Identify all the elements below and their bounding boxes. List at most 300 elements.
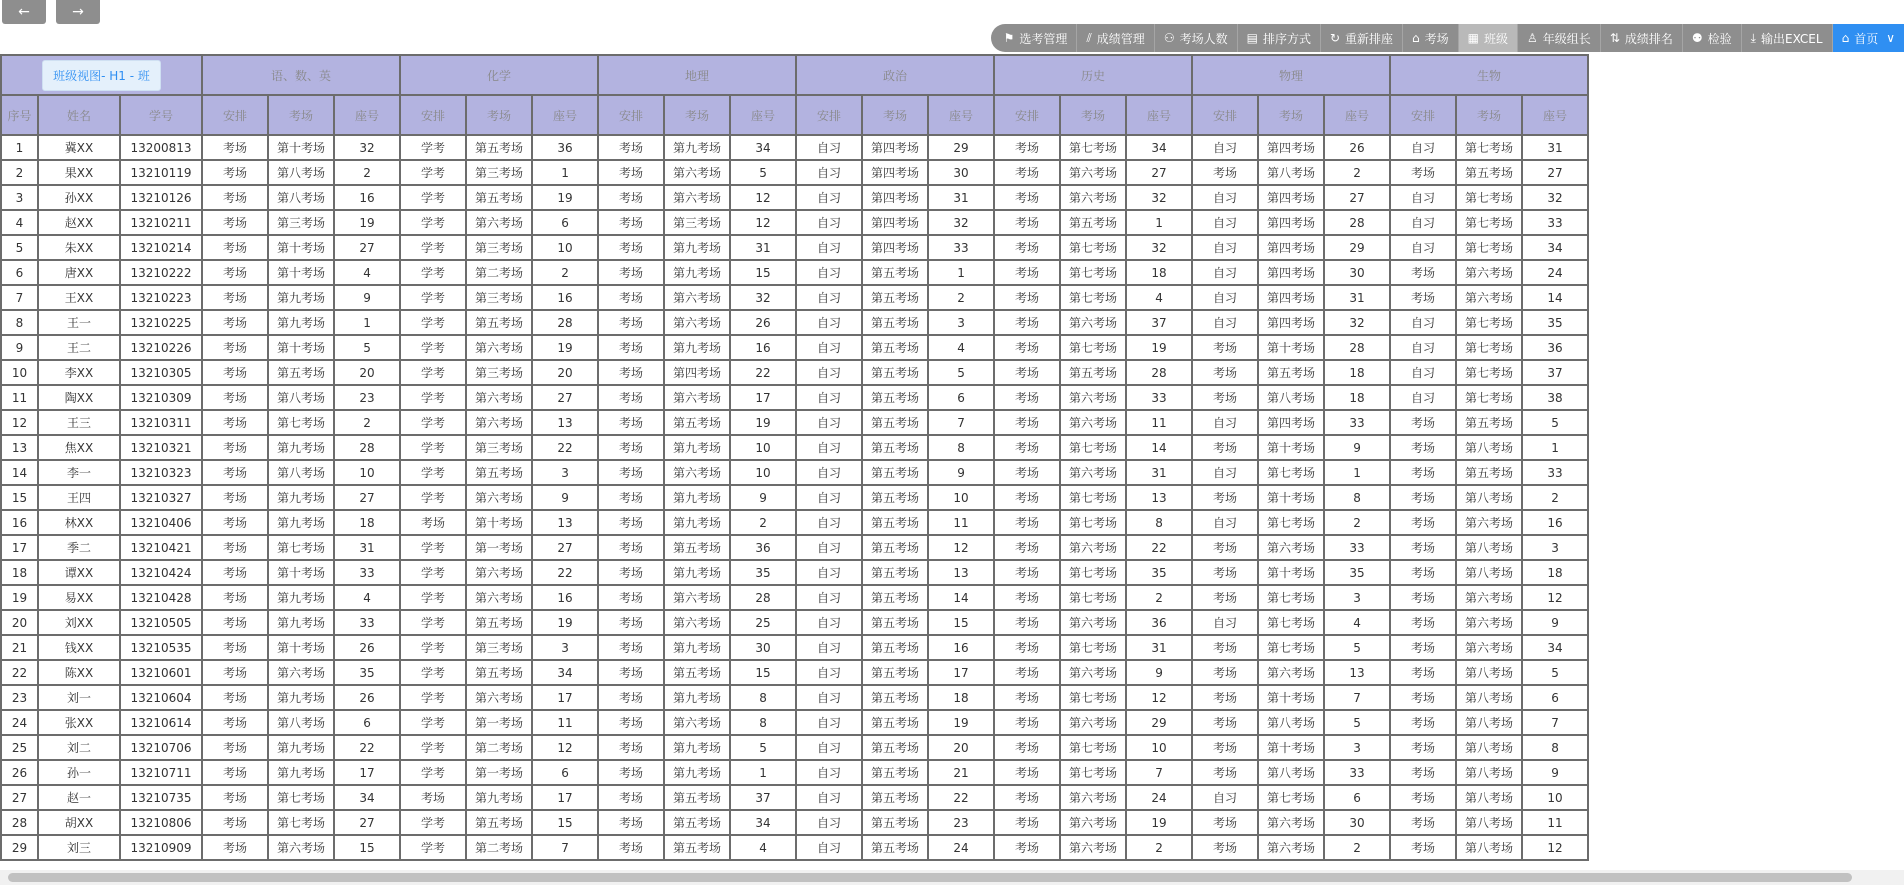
arrange-cell: 学考 <box>400 560 466 585</box>
table-row[interactable] <box>1 460 1588 485</box>
table-row[interactable] <box>1 510 1588 535</box>
grade-leader-button[interactable] <box>1518 24 1601 52</box>
student-id-cell: 13210535 <box>120 635 202 660</box>
table-row[interactable] <box>1 410 1588 435</box>
room-cell: 第九考场 <box>268 760 334 785</box>
toolbar <box>991 24 1904 52</box>
arrange-cell: 自习 <box>796 435 862 460</box>
arrange-cell: 考场 <box>202 435 268 460</box>
col-header-arrange: 安排 <box>796 95 862 135</box>
student-id-cell: 13210222 <box>120 260 202 285</box>
arrange-cell: 自习 <box>796 685 862 710</box>
arrange-cell: 考场 <box>994 485 1060 510</box>
arrange-cell: 考场 <box>994 260 1060 285</box>
seat-cell: 30 <box>730 635 796 660</box>
arrange-cell: 考场 <box>202 635 268 660</box>
seat-cell: 6 <box>532 210 598 235</box>
seat-cell: 1 <box>334 310 400 335</box>
student-id-cell: 13210311 <box>120 410 202 435</box>
room-cell: 第四考场 <box>664 360 730 385</box>
arrange-cell: 考场 <box>994 560 1060 585</box>
arrange-cell: 考场 <box>598 285 664 310</box>
class-view-tag[interactable]: 班级视图- H1 - 班 <box>42 60 161 91</box>
col-header-arrange: 安排 <box>202 95 268 135</box>
arrange-cell: 考场 <box>1192 485 1258 510</box>
seq-cell: 5 <box>1 235 38 260</box>
room-cell: 第四考场 <box>862 210 928 235</box>
seat-cell: 33 <box>334 610 400 635</box>
arrange-cell: 考场 <box>598 485 664 510</box>
room-cell: 第五考场 <box>862 560 928 585</box>
seat-cell: 4 <box>1126 285 1192 310</box>
room-cell: 第十考场 <box>268 235 334 260</box>
arrange-cell: 自习 <box>796 485 862 510</box>
arrange-cell: 自习 <box>1192 135 1258 160</box>
room-cell: 第六考场 <box>268 835 334 860</box>
arrange-cell: 自习 <box>1192 260 1258 285</box>
score-management-button[interactable] <box>1077 24 1154 52</box>
room-cell: 第五考场 <box>466 135 532 160</box>
arrange-cell: 考场 <box>202 810 268 835</box>
exam-room-button[interactable] <box>1403 24 1459 52</box>
name-cell: 焦XX <box>38 435 120 460</box>
table-row[interactable] <box>1 285 1588 310</box>
room-cell: 第十考场 <box>1258 335 1324 360</box>
class-icon: ▦ <box>1467 31 1480 45</box>
table-row[interactable] <box>1 735 1588 760</box>
arrange-cell: 学考 <box>400 535 466 560</box>
arrow-right-icon: → <box>72 4 84 20</box>
arrange-cell: 考场 <box>598 410 664 435</box>
arrange-cell: 考场 <box>1192 710 1258 735</box>
name-cell: 谭XX <box>38 560 120 585</box>
room-cell: 第七考场 <box>1060 510 1126 535</box>
arrange-cell: 考场 <box>1390 260 1456 285</box>
arrange-cell: 考场 <box>202 310 268 335</box>
seat-cell: 5 <box>928 360 994 385</box>
room-cell: 第五考场 <box>664 810 730 835</box>
seat-cell: 7 <box>928 410 994 435</box>
subject-header: 历史 <box>994 55 1192 95</box>
toolbar-label: 检验 <box>1707 31 1732 46</box>
seat-cell: 36 <box>730 535 796 560</box>
room-cell: 第五考场 <box>466 810 532 835</box>
seat-cell: 17 <box>928 660 994 685</box>
seat-cell: 5 <box>1522 410 1588 435</box>
arrange-cell: 考场 <box>202 785 268 810</box>
seat-cell: 24 <box>1522 260 1588 285</box>
arrange-cell: 自习 <box>1192 210 1258 235</box>
reseat-button[interactable] <box>1321 24 1403 52</box>
table-row[interactable] <box>1 310 1588 335</box>
room-cell: 第九考场 <box>268 685 334 710</box>
seat-cell: 8 <box>1126 510 1192 535</box>
name-cell: 孙XX <box>38 185 120 210</box>
table-row[interactable] <box>1 635 1588 660</box>
room-cell: 第五考场 <box>466 460 532 485</box>
arrange-cell: 考场 <box>1192 385 1258 410</box>
seat-cell: 19 <box>334 210 400 235</box>
room-headcount-button[interactable] <box>1155 24 1238 52</box>
arrange-cell: 自习 <box>796 810 862 835</box>
home-button[interactable] <box>1833 24 1904 52</box>
arrange-cell: 考场 <box>994 135 1060 160</box>
room-cell: 第十考场 <box>1258 435 1324 460</box>
seat-cell: 22 <box>928 785 994 810</box>
name-cell: 陈XX <box>38 660 120 685</box>
selection-management-button[interactable] <box>991 24 1078 52</box>
arrange-cell: 考场 <box>994 335 1060 360</box>
room-cell: 第五考场 <box>466 660 532 685</box>
seat-cell: 2 <box>1324 510 1390 535</box>
room-cell: 第八考场 <box>1456 660 1522 685</box>
arrange-cell: 自习 <box>796 710 862 735</box>
verify-button[interactable] <box>1683 24 1742 52</box>
table-row[interactable] <box>1 185 1588 210</box>
seat-cell: 11 <box>928 510 994 535</box>
room-cell: 第六考场 <box>664 460 730 485</box>
seat-cell: 28 <box>334 435 400 460</box>
room-cell: 第五考场 <box>664 535 730 560</box>
name-cell: 冀XX <box>38 135 120 160</box>
seat-cell: 8 <box>928 435 994 460</box>
seat-cell: 7 <box>1126 760 1192 785</box>
seq-cell: 4 <box>1 210 38 235</box>
arrange-cell: 自习 <box>796 235 862 260</box>
table-row[interactable] <box>1 210 1588 235</box>
room-cell: 第八考场 <box>1456 810 1522 835</box>
arrange-cell: 自习 <box>796 135 862 160</box>
seat-cell: 15 <box>532 810 598 835</box>
room-cell: 第二考场 <box>466 260 532 285</box>
arrange-cell: 学考 <box>400 385 466 410</box>
room-cell: 第九考场 <box>466 785 532 810</box>
table-row[interactable] <box>1 785 1588 810</box>
room-cell: 第十考场 <box>268 260 334 285</box>
seat-cell: 10 <box>1126 735 1192 760</box>
export-excel-icon: ⤓ <box>1750 30 1756 45</box>
table-row[interactable] <box>1 135 1588 160</box>
seq-cell: 16 <box>1 510 38 535</box>
room-cell: 第六考场 <box>664 710 730 735</box>
arrange-cell: 学考 <box>400 260 466 285</box>
table-row[interactable] <box>1 685 1588 710</box>
seat-cell: 4 <box>730 835 796 860</box>
arrange-cell: 学考 <box>400 735 466 760</box>
seq-cell: 13 <box>1 435 38 460</box>
arrange-cell: 学考 <box>400 135 466 160</box>
seat-cell: 17 <box>730 385 796 410</box>
forward-button[interactable] <box>56 0 100 24</box>
score-ranking-button[interactable] <box>1601 24 1683 52</box>
room-cell: 第五考场 <box>466 310 532 335</box>
table-row[interactable] <box>1 760 1588 785</box>
seat-cell: 14 <box>1522 285 1588 310</box>
seq-cell: 3 <box>1 185 38 210</box>
arrange-cell: 自习 <box>1390 385 1456 410</box>
toolbar-label: 考场人数 <box>1179 31 1228 46</box>
room-cell: 第七考场 <box>1456 335 1522 360</box>
name-cell: 刘一 <box>38 685 120 710</box>
arrange-cell: 考场 <box>598 510 664 535</box>
col-header-seat: 座号 <box>1522 95 1588 135</box>
seat-cell: 12 <box>532 735 598 760</box>
arrange-cell: 考场 <box>1390 410 1456 435</box>
toolbar-label: 班级 <box>1484 31 1509 46</box>
arrange-cell: 考场 <box>598 835 664 860</box>
table-row[interactable] <box>1 485 1588 510</box>
room-cell: 第六考场 <box>1456 610 1522 635</box>
table-row[interactable] <box>1 660 1588 685</box>
arrange-cell: 考场 <box>202 360 268 385</box>
class-button[interactable] <box>1459 24 1518 52</box>
back-button[interactable] <box>2 0 46 24</box>
room-cell: 第八考场 <box>1258 385 1324 410</box>
arrange-cell: 自习 <box>796 160 862 185</box>
name-cell: 唐XX <box>38 260 120 285</box>
student-id-cell: 13210327 <box>120 485 202 510</box>
student-id-cell: 13210601 <box>120 660 202 685</box>
table-row[interactable] <box>1 335 1588 360</box>
subject-header: 语、数、英 <box>202 55 400 95</box>
arrange-cell: 学考 <box>400 410 466 435</box>
arrange-cell: 考场 <box>598 235 664 260</box>
col-header-seat: 座号 <box>1126 95 1192 135</box>
col-header-seat: 座号 <box>730 95 796 135</box>
arrange-cell: 考场 <box>1192 635 1258 660</box>
seat-cell: 27 <box>1126 160 1192 185</box>
seat-cell: 36 <box>1126 610 1192 635</box>
col-header-seat: 座号 <box>334 95 400 135</box>
room-cell: 第七考场 <box>1060 260 1126 285</box>
room-cell: 第六考场 <box>466 560 532 585</box>
arrange-cell: 考场 <box>1192 585 1258 610</box>
room-cell: 第十考场 <box>1258 685 1324 710</box>
table-row[interactable] <box>1 435 1588 460</box>
room-cell: 第六考场 <box>1060 185 1126 210</box>
seq-cell: 14 <box>1 460 38 485</box>
arrange-cell: 自习 <box>1192 785 1258 810</box>
room-cell: 第六考场 <box>1456 585 1522 610</box>
room-cell: 第六考场 <box>1060 310 1126 335</box>
col-header-room: 考场 <box>1060 95 1126 135</box>
room-cell: 第五考场 <box>268 360 334 385</box>
seat-cell: 28 <box>1324 210 1390 235</box>
name-cell: 刘二 <box>38 735 120 760</box>
arrange-cell: 考场 <box>1390 660 1456 685</box>
room-cell: 第五考场 <box>862 685 928 710</box>
seat-cell: 27 <box>334 810 400 835</box>
room-cell: 第五考场 <box>664 835 730 860</box>
seat-cell: 22 <box>532 560 598 585</box>
student-id-cell: 13210421 <box>120 535 202 560</box>
col-header-seat: 座号 <box>1324 95 1390 135</box>
arrange-cell: 自习 <box>1192 310 1258 335</box>
room-cell: 第六考场 <box>466 685 532 710</box>
room-cell: 第六考场 <box>1060 785 1126 810</box>
table-row[interactable] <box>1 610 1588 635</box>
arrange-cell: 考场 <box>202 410 268 435</box>
seat-cell: 24 <box>928 835 994 860</box>
seat-cell: 33 <box>1522 460 1588 485</box>
arrange-cell: 考场 <box>202 735 268 760</box>
arrange-cell: 自习 <box>1390 235 1456 260</box>
seat-cell: 23 <box>928 810 994 835</box>
table-row[interactable] <box>1 560 1588 585</box>
subject-header: 化学 <box>400 55 598 95</box>
table-row[interactable] <box>1 585 1588 610</box>
arrange-cell: 学考 <box>400 485 466 510</box>
student-id-cell: 13210211 <box>120 210 202 235</box>
room-cell: 第五考场 <box>862 810 928 835</box>
arrange-cell: 学考 <box>400 835 466 860</box>
name-cell: 王一 <box>38 310 120 335</box>
arrange-cell: 考场 <box>598 685 664 710</box>
seat-cell: 26 <box>334 635 400 660</box>
room-cell: 第六考场 <box>1258 535 1324 560</box>
room-cell: 第八考场 <box>1456 760 1522 785</box>
student-id-cell: 13210505 <box>120 610 202 635</box>
seat-cell: 3 <box>1324 585 1390 610</box>
arrange-cell: 学考 <box>400 810 466 835</box>
arrange-cell: 考场 <box>1390 485 1456 510</box>
name-cell: 张XX <box>38 710 120 735</box>
seq-cell: 1 <box>1 135 38 160</box>
seat-cell: 8 <box>730 710 796 735</box>
seat-cell: 32 <box>928 210 994 235</box>
seat-cell: 11 <box>1126 410 1192 435</box>
student-id-cell: 13200813 <box>120 135 202 160</box>
arrange-cell: 自习 <box>796 510 862 535</box>
room-cell: 第八考场 <box>268 185 334 210</box>
student-id-cell: 13210214 <box>120 235 202 260</box>
col-header-room: 考场 <box>466 95 532 135</box>
arrange-cell: 考场 <box>202 685 268 710</box>
seat-cell: 20 <box>928 735 994 760</box>
sort-method-button[interactable] <box>1238 24 1321 52</box>
room-cell: 第六考场 <box>1456 260 1522 285</box>
room-cell: 第五考场 <box>862 460 928 485</box>
seat-cell: 2 <box>1324 835 1390 860</box>
col-header-name: 姓名 <box>38 95 120 135</box>
table-row[interactable] <box>1 535 1588 560</box>
export-excel-button[interactable] <box>1742 24 1833 52</box>
seat-cell: 25 <box>730 610 796 635</box>
name-cell: 果XX <box>38 160 120 185</box>
arrange-cell: 考场 <box>994 710 1060 735</box>
seat-cell: 13 <box>928 560 994 585</box>
arrange-cell: 学考 <box>400 710 466 735</box>
table-row[interactable] <box>1 160 1588 185</box>
room-cell: 第二考场 <box>466 835 532 860</box>
arrange-cell: 考场 <box>202 510 268 535</box>
name-cell: 王XX <box>38 285 120 310</box>
seat-cell: 22 <box>532 435 598 460</box>
arrange-cell: 自习 <box>1192 610 1258 635</box>
seat-cell: 2 <box>1324 160 1390 185</box>
seq-cell: 20 <box>1 610 38 635</box>
arrange-cell: 自习 <box>796 335 862 360</box>
seq-cell: 10 <box>1 360 38 385</box>
seat-cell: 32 <box>334 135 400 160</box>
toolbar-label: 重新排座 <box>1345 31 1394 46</box>
room-cell: 第十考场 <box>268 635 334 660</box>
subject-header: 物理 <box>1192 55 1390 95</box>
arrange-cell: 考场 <box>598 660 664 685</box>
seat-cell: 18 <box>334 510 400 535</box>
student-id-cell: 13210806 <box>120 810 202 835</box>
student-id-cell: 13210223 <box>120 285 202 310</box>
seat-cell: 5 <box>730 735 796 760</box>
room-cell: 第五考场 <box>1456 410 1522 435</box>
seq-cell: 23 <box>1 685 38 710</box>
room-cell: 第七考场 <box>268 785 334 810</box>
table-row[interactable] <box>1 385 1588 410</box>
arrange-cell: 自习 <box>796 460 862 485</box>
arrange-cell: 考场 <box>598 810 664 835</box>
arrange-cell: 考场 <box>202 335 268 360</box>
seat-cell: 5 <box>1522 660 1588 685</box>
student-id-cell: 13210126 <box>120 185 202 210</box>
table-row[interactable] <box>1 835 1588 860</box>
col-header-arrange: 安排 <box>1390 95 1456 135</box>
seat-cell: 15 <box>928 610 994 635</box>
seat-cell: 28 <box>532 310 598 335</box>
room-cell: 第七考场 <box>268 535 334 560</box>
seat-cell: 5 <box>1324 710 1390 735</box>
seat-cell: 28 <box>1126 360 1192 385</box>
col-header-room: 考场 <box>862 95 928 135</box>
arrange-cell: 考场 <box>1390 285 1456 310</box>
arrange-cell: 考场 <box>994 810 1060 835</box>
student-id-cell: 13210909 <box>120 835 202 860</box>
seat-cell: 7 <box>1522 710 1588 735</box>
seq-cell: 15 <box>1 485 38 510</box>
table-row[interactable] <box>1 235 1588 260</box>
arrange-cell: 考场 <box>994 185 1060 210</box>
room-cell: 第六考场 <box>1060 810 1126 835</box>
arrange-cell: 学考 <box>400 310 466 335</box>
arrange-cell: 考场 <box>598 535 664 560</box>
seat-cell: 33 <box>1126 385 1192 410</box>
seat-cell: 23 <box>334 385 400 410</box>
seat-cell: 1 <box>1126 210 1192 235</box>
seat-cell: 9 <box>928 460 994 485</box>
scrollbar-thumb[interactable] <box>8 873 1852 882</box>
horizontal-scrollbar[interactable] <box>0 870 1904 885</box>
room-cell: 第五考场 <box>862 735 928 760</box>
seat-cell: 4 <box>928 335 994 360</box>
arrange-cell: 考场 <box>1192 160 1258 185</box>
room-cell: 第八考场 <box>1456 785 1522 810</box>
table-row[interactable] <box>1 710 1588 735</box>
seat-cell: 18 <box>928 685 994 710</box>
room-cell: 第五考场 <box>862 435 928 460</box>
room-cell: 第七考场 <box>1456 210 1522 235</box>
toolbar-label: 选考管理 <box>1019 31 1068 46</box>
arrange-cell: 考场 <box>1390 735 1456 760</box>
room-cell: 第六考场 <box>1060 410 1126 435</box>
room-cell: 第六考场 <box>466 385 532 410</box>
table-row[interactable] <box>1 360 1588 385</box>
table-row[interactable] <box>1 260 1588 285</box>
seat-cell: 12 <box>1522 585 1588 610</box>
room-cell: 第八考场 <box>1258 160 1324 185</box>
room-cell: 第五考场 <box>664 410 730 435</box>
arrange-cell: 自习 <box>1390 185 1456 210</box>
table-row[interactable] <box>1 810 1588 835</box>
arrange-cell: 学考 <box>400 585 466 610</box>
